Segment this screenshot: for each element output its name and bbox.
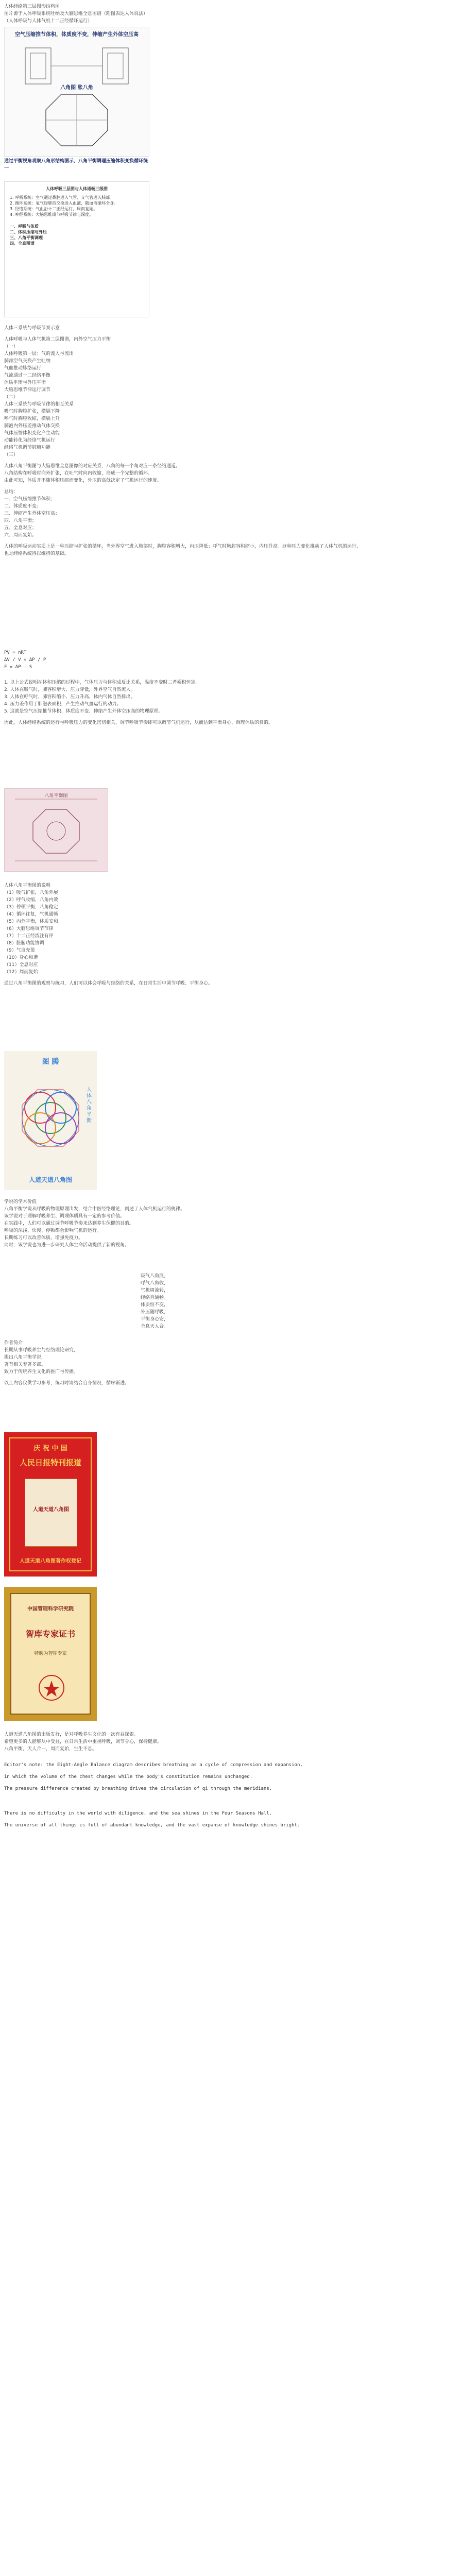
english-line: The pressure difference created by breathing drives the circulation of qi through the meridians. [4, 1786, 272, 1791]
text-line: （二） [4, 395, 19, 400]
paragraph: 八角结构在呼吸时向外扩张，在吐气时向内收缩，形成一个完整的循环。 [4, 471, 153, 476]
text-line: 人体呼吸与人体气机第二层图谱，内外空气压力平衡 [4, 337, 111, 342]
book-title: 人道天道八角图 [33, 1507, 69, 1513]
section-4 [4, 679, 365, 726]
poster-footer: 人道天道八角图著作权登记 [20, 1558, 81, 1564]
certificate-org: 中国管理科学研究院 [27, 1606, 74, 1612]
poem-block [103, 1273, 206, 1330]
paragraph: 该学说对于理解呼吸养生、调理体质具有一定的参考价值。 [4, 1214, 125, 1219]
text-line: 作者简介 [4, 1341, 23, 1346]
text-line: （7）十二正经流注有序 [4, 934, 54, 939]
document-line: 3. 经络系统：气血沿十二正经运行，周而复始。 [10, 207, 98, 211]
paragraph: 同时，该学说也为进一步研究人体生命活动提供了新的视角。 [4, 1243, 130, 1248]
text-line: （4）循环往复，气机通畅 [4, 912, 58, 917]
text-line: 人体三系统与呼吸节律的相互关系 [4, 402, 74, 407]
text-line: 五、全息对应； [4, 526, 37, 531]
formula-line: F = ΔP · S [4, 665, 32, 670]
certificate-frame [10, 1593, 91, 1715]
section-7 [4, 1340, 365, 1387]
poem-line: 吸气八角展， [140, 1274, 168, 1279]
document-line: 三、八角平衡调理 [10, 235, 43, 240]
poster-title: 人民日报特刊报道 [19, 1458, 81, 1467]
paragraph: 由此可知，体质并不随体积压缩而变化，外压的高低决定了气机运行的速度。 [4, 478, 162, 483]
octagon-diagram-figure [4, 27, 149, 157]
figure-caption-text: 通过平衡视角观察八角形结构图示，八角平衡调理压缩体积变换循环统一 [4, 159, 148, 171]
document-scan [4, 181, 149, 317]
certificate-body: 特聘为智库专家 [34, 1651, 67, 1656]
photo-caption: 八角平衡图 [44, 793, 68, 799]
expert-certificate [4, 1587, 97, 1721]
poem-line: 呼气八角收， [140, 1281, 168, 1286]
paragraph: 人道天道八角图的出版发行，是对呼吸养生文化的一次有益探索。 [4, 1732, 139, 1737]
book-cover [25, 1479, 77, 1547]
text-line: （一） [4, 344, 19, 349]
intro-block [4, 3, 365, 25]
document-line: 四、全息图谱 [10, 241, 35, 246]
mandala-circles [4, 1051, 97, 1190]
red-poster [4, 1432, 97, 1577]
section-6 [4, 1198, 365, 1249]
text-line: （8）脏腑功能协调 [4, 941, 44, 946]
text-line: 经络气机调节脏腑功能 [4, 445, 51, 450]
paragraph: 因此，人体经络系统的运行与呼吸压力的变化密切相关，调节呼吸节奏即可以调节气机运行，从而达到平衡身心、调理体质的目的。 [4, 720, 273, 725]
paragraph: 4. 压力差作用于肺泡表面积，产生推动气血运行的动力。 [4, 702, 122, 707]
text-line: 体质平衡与外压平衡 [4, 380, 46, 385]
section-heading: 人体三系统与呼吸节奏示意 [4, 326, 60, 331]
paragraph: 以上内容仅供学习参考，练习时请结合自身情况，循序渐进。 [4, 1381, 130, 1386]
text-line: 总结： [4, 489, 19, 495]
formula-line: PV = nRT [4, 650, 27, 655]
text-line: （6）大脑思维调节节律 [4, 926, 54, 931]
document-line: 2. 循环系统：氧气经肺泡交换进入血液，随血液循环全身。 [10, 201, 118, 206]
text-line: 人体八角平衡图的说明 [4, 883, 51, 888]
certificate-seal-icon [36, 1672, 67, 1703]
document-line: 1. 呼吸系统：空气通过鼻腔进入气管、支气管进入肺部。 [10, 195, 114, 200]
text-line: 长期从事呼吸养生与经络理论研究， [4, 1348, 79, 1353]
figure-title: 空气压缩推节体积，体质度不变，伸缩产生外体空压高 [15, 32, 139, 38]
intro-line: （人体呼吸与人体气机十二正经循环运行） [4, 19, 93, 24]
mandala-title: 图 腾 [42, 1058, 59, 1066]
text-line: 二、体质度不变； [4, 504, 42, 509]
text-line: 学说的学术价值 [4, 1199, 37, 1205]
paragraph: 八角平衡，天人合一，周而复始，生生不息。 [4, 1747, 97, 1752]
text-line: 呼气时胸腔收缩，横膈上升 [4, 416, 60, 421]
text-line: 四、八角平衡； [4, 518, 37, 523]
document-title: 人体呼吸三层图与人体通畅三级图 [46, 187, 108, 191]
text-line: （1）吸气扩张，八角外展 [4, 890, 58, 895]
paragraph: 5. 这就是空气压缩推节体积、体质度不变、伸缩产生外体空压高的物理原理。 [4, 709, 163, 714]
text-line: 大脑思维节律运行调节 [4, 387, 51, 393]
poem-line: 体质恒不变， [140, 1302, 168, 1308]
text-line: （2）呼气收缩，八角内敛 [4, 897, 58, 903]
text-line: 致力于传统养生文化的推广与传播。 [4, 1369, 79, 1375]
formula-line: ΔV / V = ΔP / P [4, 657, 46, 663]
paragraph: 2. 人体在吸气时，肺容积增大、压力降低，外界空气自然流入。 [4, 687, 135, 692]
paragraph: 长期练习可以改善体质，增强免疫力。 [4, 1235, 83, 1241]
text-line: 气血推动脉络运行 [4, 366, 42, 371]
poem-line: 气机周流转， [140, 1288, 168, 1293]
text-line: （10）身心和谐 [4, 955, 38, 960]
poster-top-text: 庆 祝 中 国 [33, 1445, 67, 1452]
text-line: 气体压缩体积变化产生动能 [4, 431, 60, 436]
text-line: 一、空气压缩推节体积； [4, 497, 56, 502]
mandala-caption: 人道天道八角图 [28, 1176, 72, 1183]
text-line: 提出八角平衡学说， [4, 1355, 46, 1360]
text-line: （9）气血充盈 [4, 948, 35, 953]
text-line: （5）内外平衡，体质安和 [4, 919, 58, 924]
section-1 [4, 325, 365, 557]
english-line: Editor's note: the Eight-Angle Balance diagram describes breathing as a cycle of compression and expansion, [4, 1762, 303, 1768]
english-line: in which the volume of the chest changes while the body's constitution remains unchanged. [4, 1774, 253, 1780]
intro-line: 图片源于人体呼吸系统吐纳及大脑思维全息图谱（附图表达人体说法） [4, 11, 148, 16]
certificate-title: 智库专家证书 [25, 1629, 75, 1639]
paragraph: 人体的呼吸运动实质上是一种压缩与扩张的循环，当外界空气进入肺部时，胸腔容积增大，内压降低；呼气时胸腔容积缩小，内压升高。这种压力变化推动了人体气机的运行，也是经络系统得以维持的基础。 [4, 544, 362, 556]
text-line: 三、伸缩产生外体空压高； [4, 511, 60, 516]
section-5 [4, 882, 365, 987]
poem-line: 平衡身心安， [140, 1317, 168, 1322]
text-line: （11）全息对应 [4, 962, 38, 968]
closing-section [4, 1731, 406, 1834]
text-line: 肺泡内外压差推动气体交换 [4, 423, 60, 429]
paragraph: 八角平衡学说从呼吸的物理原理出发，结合中医经络理论，阐述了人体气机运行的规律。 [4, 1207, 185, 1212]
figure-caption [4, 158, 148, 172]
formula-block [4, 649, 87, 671]
text-line: 著有相关专著多部。 [4, 1362, 46, 1367]
poem-line: 全息天人合。 [140, 1324, 168, 1329]
paragraph: 通过八角平衡图的观察与练习，人们可以体会呼吸与经络的关系，在日常生活中调节呼吸、平衡身心。 [4, 981, 213, 986]
paragraph: 1. 以上公式说明在体积压缩的过程中，气体压力与体积成反比关系，温度不变时二者乘积恒定。 [4, 680, 200, 685]
paragraph: 人体八角平衡图与大脑思维全息图像的对应关系，八角的每一个角对应一条经络通道。 [4, 464, 181, 469]
figure-subtitle: 八角图 胀八角 [60, 85, 93, 91]
text-line: 肺部空气交换产生吐纳 [4, 359, 51, 364]
text-line: （3）停顿平衡，八角稳定 [4, 905, 58, 910]
octagon-diagram [5, 27, 149, 156]
document-line: 4. 神经系统：大脑思维调节呼吸节律与深度。 [10, 212, 94, 217]
mandala-side-text: 人体八角平衡 [87, 1087, 92, 1124]
text-line: 六、周而复始。 [4, 533, 37, 538]
text-line: 吸气时胸腔扩张，横膈下降 [4, 409, 60, 414]
text-line: 人体呼吸第一层：气的流入与流出 [4, 351, 74, 357]
document-line: 一、呼吸与体质 [10, 224, 39, 229]
paragraph: 在实践中，人们可以通过调节呼吸节奏来达到养生保健的目的。 [4, 1221, 134, 1226]
english-line: There is no difficulty in the world with diligence, and the sea shines in the Four Seasons Hall. [4, 1811, 272, 1816]
octagon-sketch [5, 789, 108, 871]
english-line: The universe of all things is full of abundant knowledge, and the vast expanse of knowledge shines bright. [4, 1823, 300, 1828]
intro-line: 人体经络第三层图形结构图 [4, 4, 60, 9]
mandala-figure [4, 1051, 97, 1190]
poem-line: 外压随呼吸， [140, 1310, 168, 1315]
paragraph: 3. 人体在呼气时，肺容积缩小、压力升高，体内气体自然排出。 [4, 694, 135, 700]
text-line: 动能转化为经络气机运行 [4, 438, 56, 443]
document-line: 二、体积压缩与外压 [10, 230, 47, 234]
poem-line: 经络自通畅。 [140, 1295, 168, 1300]
text-line: （12）周而复始 [4, 970, 38, 975]
balance-chart-photo [4, 788, 108, 872]
text-line: 气流通过十二经络平衡 [4, 373, 51, 378]
text-line: （三） [4, 452, 19, 457]
paragraph: 呼吸的深浅、快慢、停顿都会影响气机的运行。 [4, 1228, 102, 1233]
paragraph: 希望更多的人能够从中受益，在日常生活中重视呼吸，调节身心，保持健康。 [4, 1739, 162, 1744]
